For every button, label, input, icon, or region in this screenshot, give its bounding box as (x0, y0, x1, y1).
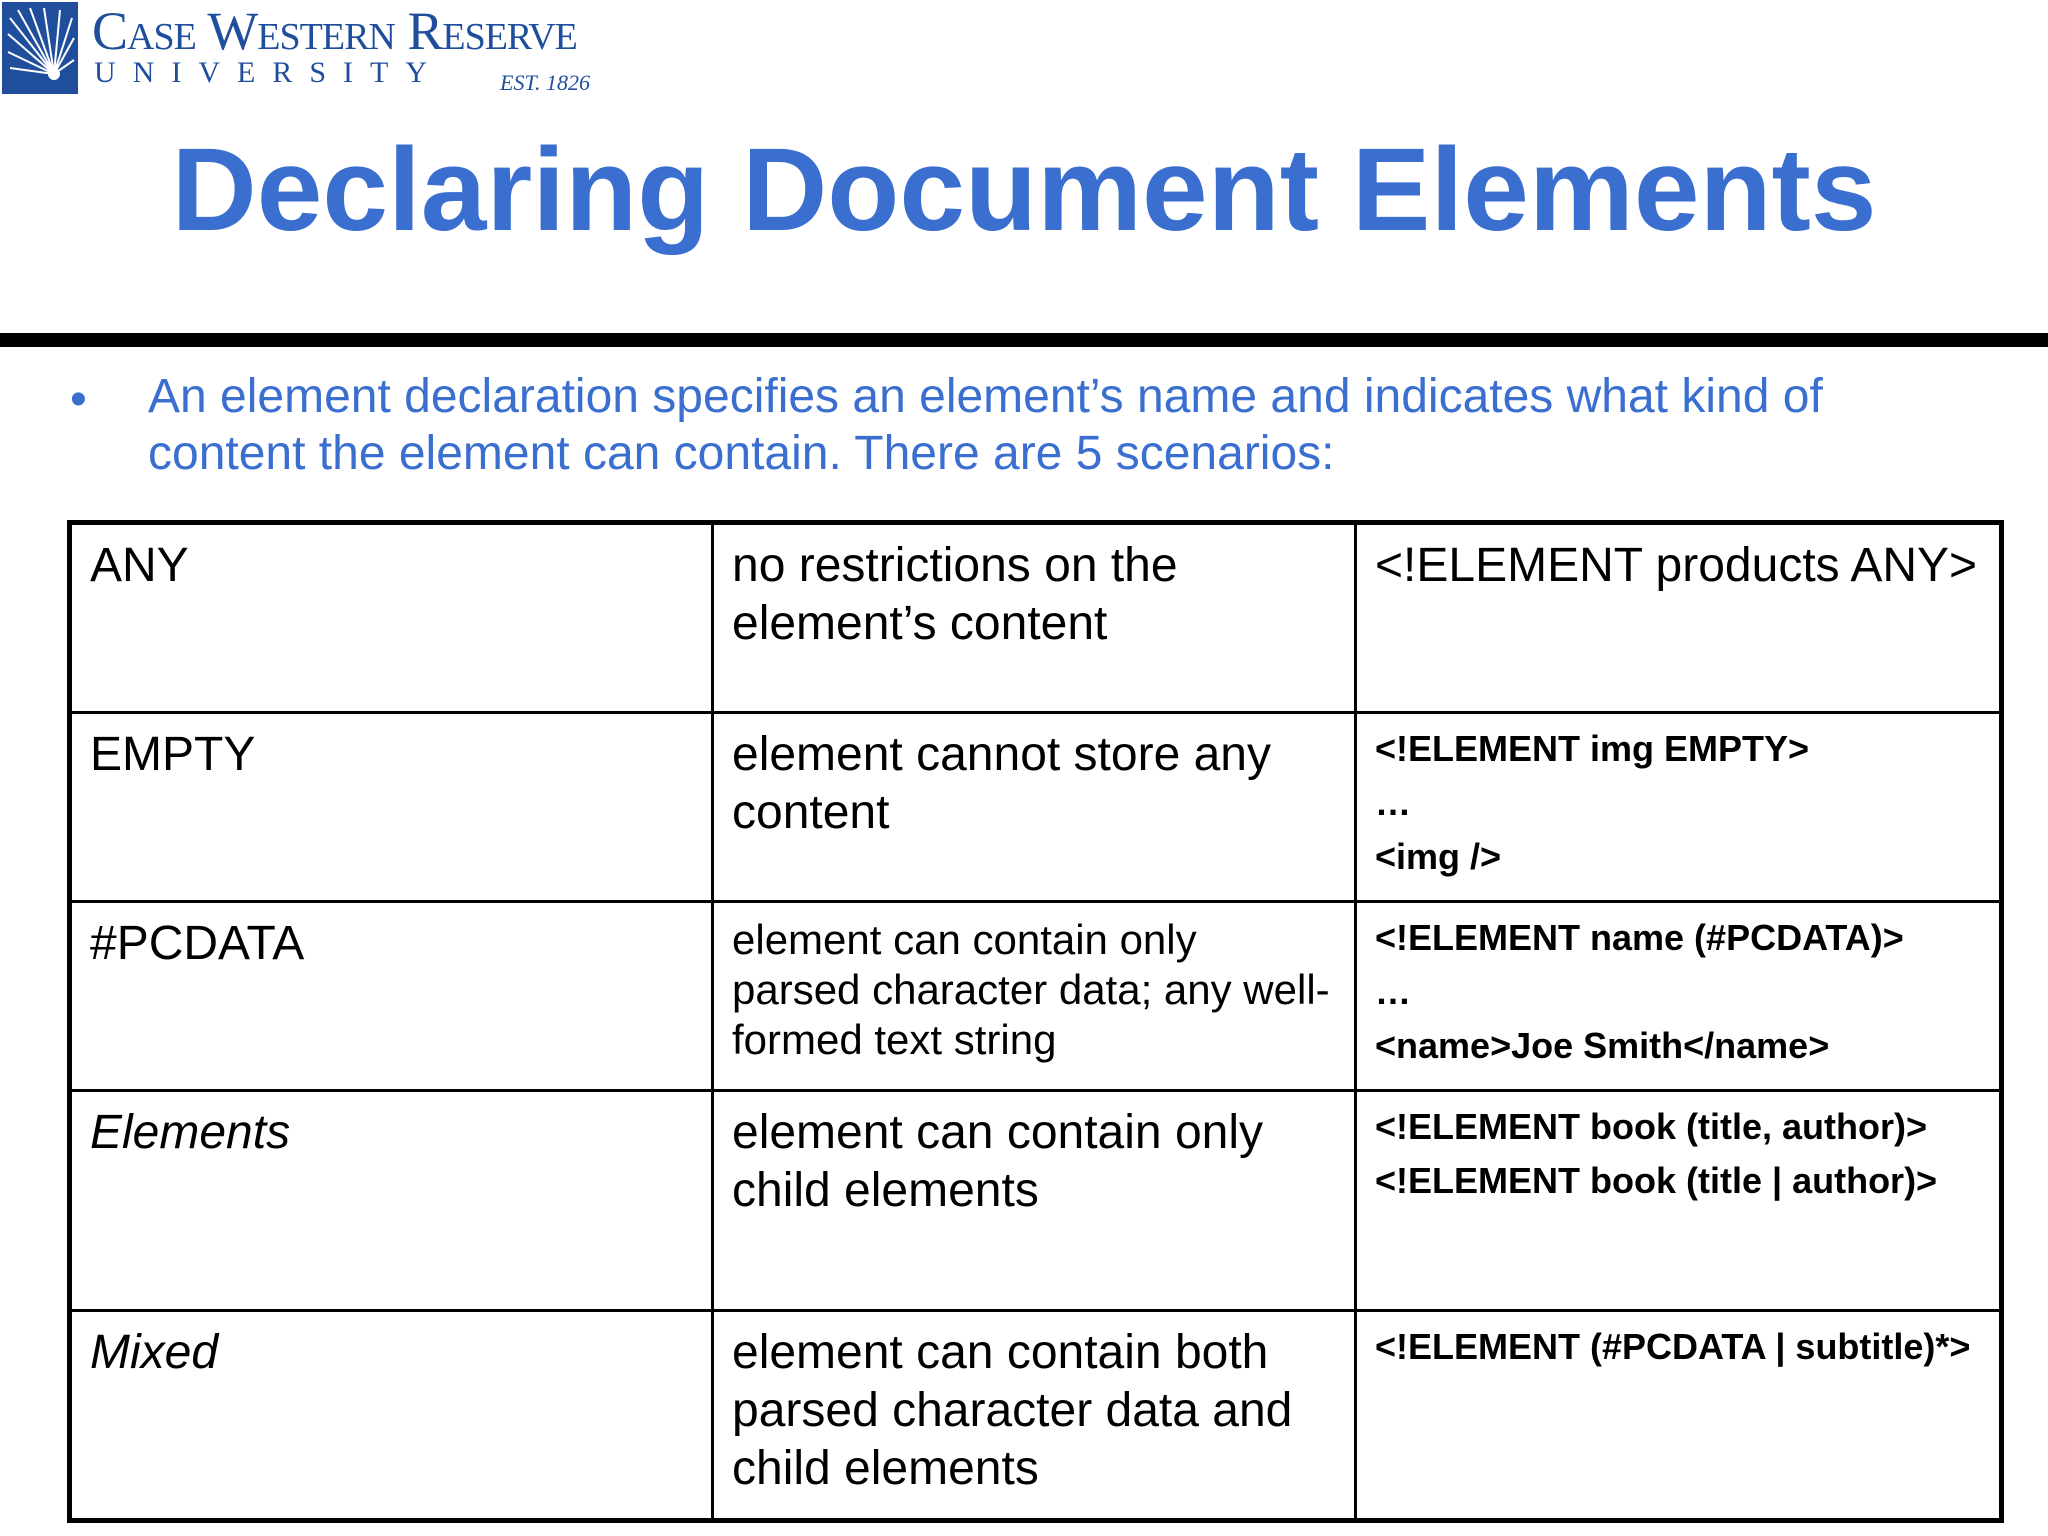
table-row (70, 902, 2002, 1091)
scenario-example (1356, 1091, 2002, 1311)
logo-established: EST. 1826 (500, 70, 591, 95)
scenario-example (1356, 523, 2002, 713)
scenario-example (1356, 902, 2002, 1091)
table-row (70, 713, 2002, 902)
example-line: <!ELEMENT name (#PCDATA)> (1375, 917, 1904, 958)
logo-sunburst-icon (2, 2, 78, 94)
scenario-description: element can contain only child elements (713, 1091, 1356, 1311)
slide-title: Declaring Document Elements (171, 124, 1877, 256)
bullet-text: An element declaration specifies an element’s name and indicates what kind of content the element can contain. There are 5 scenarios: (148, 370, 1823, 480)
table-row (70, 1311, 2002, 1521)
example-line: … (1375, 782, 1411, 823)
table-row (70, 523, 2002, 713)
scenario-example (1356, 1311, 2002, 1521)
university-logo (0, 0, 610, 100)
element-scenarios-table (67, 520, 2004, 1523)
example-line: <img /> (1375, 836, 1502, 877)
scenario-type: ANY (70, 523, 713, 713)
example-line: <!ELEMENT book (title | author)> (1375, 1160, 1938, 1201)
scenario-type: EMPTY (70, 713, 713, 902)
example-line: <!ELEMENT img EMPTY> (1375, 728, 1810, 769)
example-line: <!ELEMENT (#PCDATA | subtitle)*> (1375, 1326, 1971, 1367)
scenario-example (1356, 713, 2002, 902)
table-row (70, 1091, 2002, 1311)
scenario-description: element can contain both parsed character data and child elements (713, 1311, 1356, 1521)
logo-subtitle: UNIVERSITY (94, 56, 444, 89)
logo-name: Case Western Reserve (92, 1, 577, 61)
bullet-icon: • (70, 373, 87, 426)
scenario-description: no restrictions on the element’s content (713, 523, 1356, 713)
example-line: <name>Joe Smith</name> (1375, 1025, 1830, 1066)
example-line: <!ELEMENT book (title, author)> (1375, 1106, 1928, 1147)
title-divider (0, 333, 2048, 347)
example-line: <!ELEMENT products ANY> (1375, 539, 1978, 592)
scenario-type: Mixed (70, 1311, 713, 1521)
example-line: … (1375, 971, 1411, 1012)
scenario-description: element cannot store any content (713, 713, 1356, 902)
scenario-type: #PCDATA (70, 902, 713, 1091)
scenario-description: element can contain only parsed character data; any well-formed text string (713, 902, 1356, 1091)
scenario-type: Elements (70, 1091, 713, 1311)
